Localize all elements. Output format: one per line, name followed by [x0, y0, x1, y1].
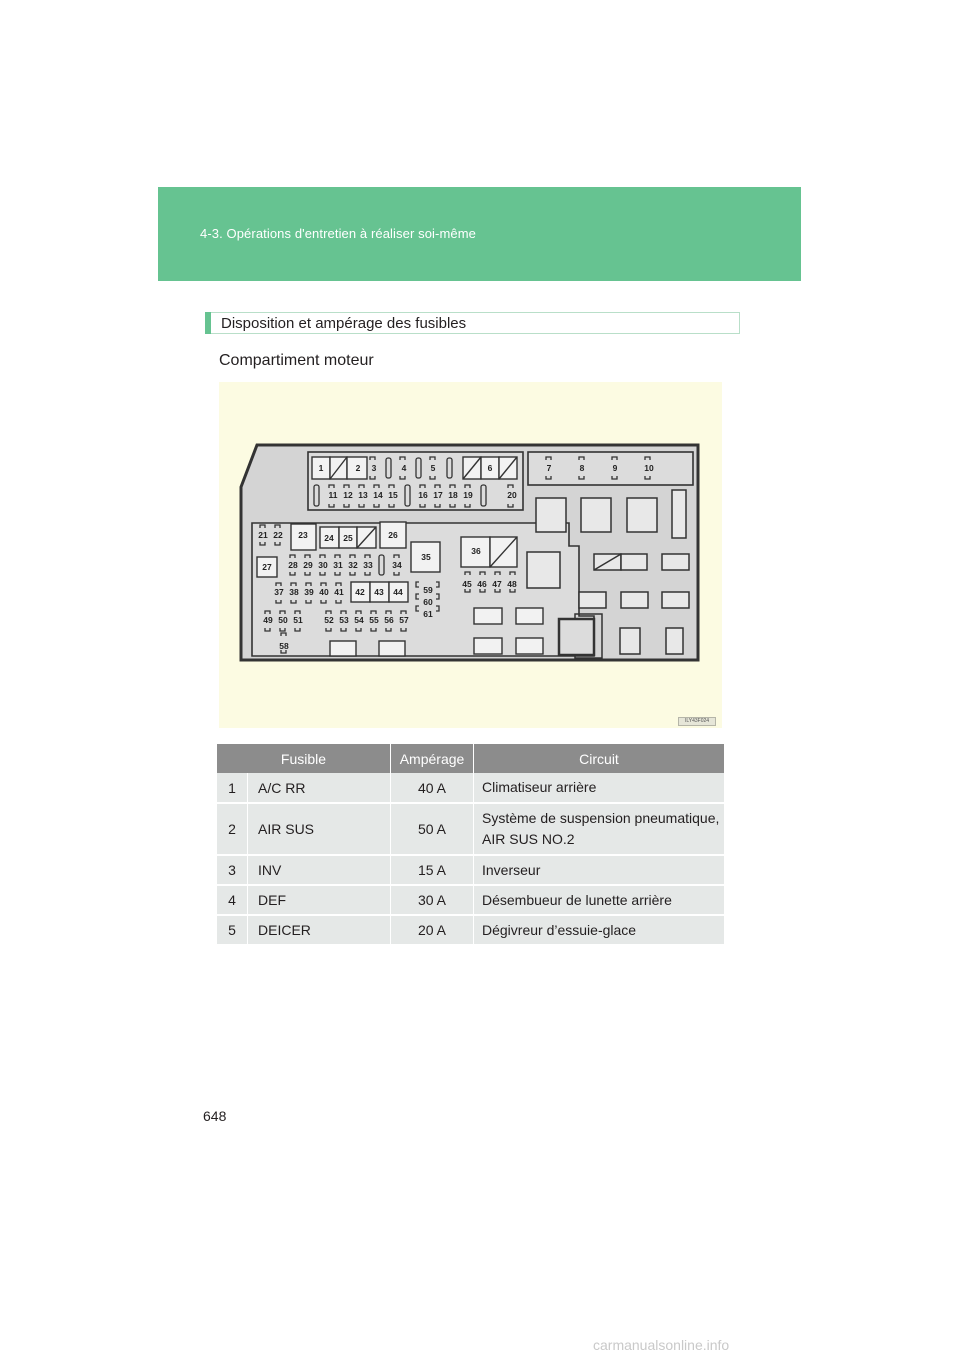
fuse-label-28: 28: [288, 560, 298, 570]
fuse-label-8: 8: [579, 463, 585, 473]
fuse-label-23: 23: [298, 530, 308, 540]
fuse-label-40: 40: [319, 587, 329, 597]
fuse-label-24: 24: [324, 533, 334, 543]
table-row: [217, 885, 724, 915]
fuse-name: A/C RR: [248, 773, 391, 803]
fuse-box-figure: [219, 382, 722, 728]
fuse-amperage: 50 A: [391, 803, 474, 855]
fuse-label-43: 43: [374, 587, 384, 597]
fuse-label-41: 41: [334, 587, 344, 597]
fuse-label-10: 10: [644, 463, 654, 473]
fuse-name: DEICER: [248, 915, 391, 945]
fuse-label-12: 12: [343, 490, 353, 500]
fuse-label-29: 29: [303, 560, 313, 570]
fuse-label-46: 46: [477, 579, 487, 589]
fuse-label-20: 20: [507, 490, 517, 500]
chapter-title: 4-3. Opérations d'entretien à réaliser soi-même: [200, 226, 476, 241]
fuse-label-11: 11: [328, 490, 338, 500]
fuse-label-55: 55: [369, 615, 379, 625]
fuse-label-35: 35: [421, 552, 431, 562]
fuse-label-13: 13: [358, 490, 368, 500]
fuse-label-57: 57: [399, 615, 409, 625]
fuse-label-45: 45: [462, 579, 472, 589]
fuse-label-53: 53: [339, 615, 349, 625]
fuse-label-27: 27: [262, 562, 272, 572]
fuse-circuit: Désembueur de lunette arrière: [474, 885, 725, 915]
table-row: [217, 803, 724, 855]
fuse-label-31: 31: [333, 560, 343, 570]
row-number: 4: [217, 885, 248, 915]
fuse-label-37: 37: [274, 587, 284, 597]
fuse-circuit-line-1: Système de suspension pneumatique,: [482, 810, 720, 826]
fuse-label-9: 9: [612, 463, 618, 473]
fuse-label-15: 15: [388, 490, 398, 500]
fuse-name: DEF: [248, 885, 391, 915]
section-title-bar: [205, 312, 740, 334]
fuse-label-50: 50: [278, 615, 288, 625]
fuse-label-25: 25: [343, 533, 353, 543]
fuse-name: INV: [248, 855, 391, 885]
row-number: 2: [217, 803, 248, 855]
figure-code-label: [678, 717, 716, 726]
fuse-label-26: 26: [388, 530, 398, 540]
fuse-label-60: 60: [423, 597, 433, 607]
page-number: 648: [203, 1108, 227, 1124]
section-accent: [205, 312, 211, 334]
fuse-label-22: 22: [273, 530, 283, 540]
row-number: 1: [217, 773, 248, 803]
fuse-amperage: 40 A: [391, 773, 474, 803]
header-amperage: Ampérage: [391, 744, 474, 773]
fuse-label-21: 21: [258, 530, 268, 540]
header-circuit: Circuit: [474, 744, 725, 773]
table-row: [217, 855, 724, 885]
fuse-label-33: 33: [363, 560, 373, 570]
fuse-label-42: 42: [355, 587, 365, 597]
header-fusible: Fusible: [217, 744, 391, 773]
fuse-label-39: 39: [304, 587, 314, 597]
table-header-row: [217, 744, 724, 773]
fuse-label-56: 56: [384, 615, 394, 625]
figure-code: ILY43F024: [684, 718, 710, 724]
fuse-label-49: 49: [263, 615, 273, 625]
fuse-label-16: 16: [418, 490, 428, 500]
fuse-label-36: 36: [471, 546, 481, 556]
fuse-label-7: 7: [546, 463, 552, 473]
fuse-label-17: 17: [433, 490, 443, 500]
section-title: Disposition et ampérage des fusibles: [221, 315, 467, 332]
fuse-circuit-line-2: AIR SUS NO.2: [482, 831, 575, 847]
fuse-label-44: 44: [393, 587, 403, 597]
fuse-amperage: 15 A: [391, 855, 474, 885]
fuse-label-32: 32: [348, 560, 358, 570]
fuse-circuit: Climatiseur arrière: [474, 773, 725, 803]
fuse-label-48: 48: [507, 579, 517, 589]
fuse-box-diagram: [219, 382, 722, 728]
fuse-label-3: 3: [371, 463, 377, 473]
fuse-amperage: 20 A: [391, 915, 474, 945]
fuse-circuit: Inverseur: [474, 855, 725, 885]
fuse-label-59: 59: [423, 585, 433, 595]
fuse-label-18: 18: [448, 490, 458, 500]
fuse-label-34: 34: [392, 560, 402, 570]
fuse-name: AIR SUS: [248, 803, 391, 855]
fuse-label-54: 54: [354, 615, 364, 625]
row-number: 3: [217, 855, 248, 885]
fuse-label-19: 19: [463, 490, 473, 500]
fuse-label-38: 38: [289, 587, 299, 597]
fuse-label-1: 1: [318, 463, 324, 473]
fuse-label-47: 47: [492, 579, 502, 589]
fuse-label-51: 51: [293, 615, 303, 625]
table-row: [217, 773, 724, 803]
fuse-label-2: 2: [355, 463, 361, 473]
fuse-label-14: 14: [373, 490, 383, 500]
fuse-amperage: 30 A: [391, 885, 474, 915]
fuse-label-30: 30: [318, 560, 328, 570]
fuse-label-6: 6: [487, 463, 493, 473]
fuse-label-52: 52: [324, 615, 334, 625]
fuse-label-5: 5: [430, 463, 436, 473]
fuse-label-58: 58: [279, 641, 289, 651]
fuse-circuit: [474, 803, 725, 855]
table-row: [217, 915, 724, 945]
fuse-label-4: 4: [401, 463, 407, 473]
fuse-label-61: 61: [423, 609, 433, 619]
watermark: carmanualsonline.info: [593, 1337, 730, 1353]
row-number: 5: [217, 915, 248, 945]
subheading: Compartiment moteur: [219, 352, 374, 369]
fuse-circuit: Dégivreur d’essuie-glace: [474, 915, 725, 945]
fuse-table: [217, 744, 724, 946]
